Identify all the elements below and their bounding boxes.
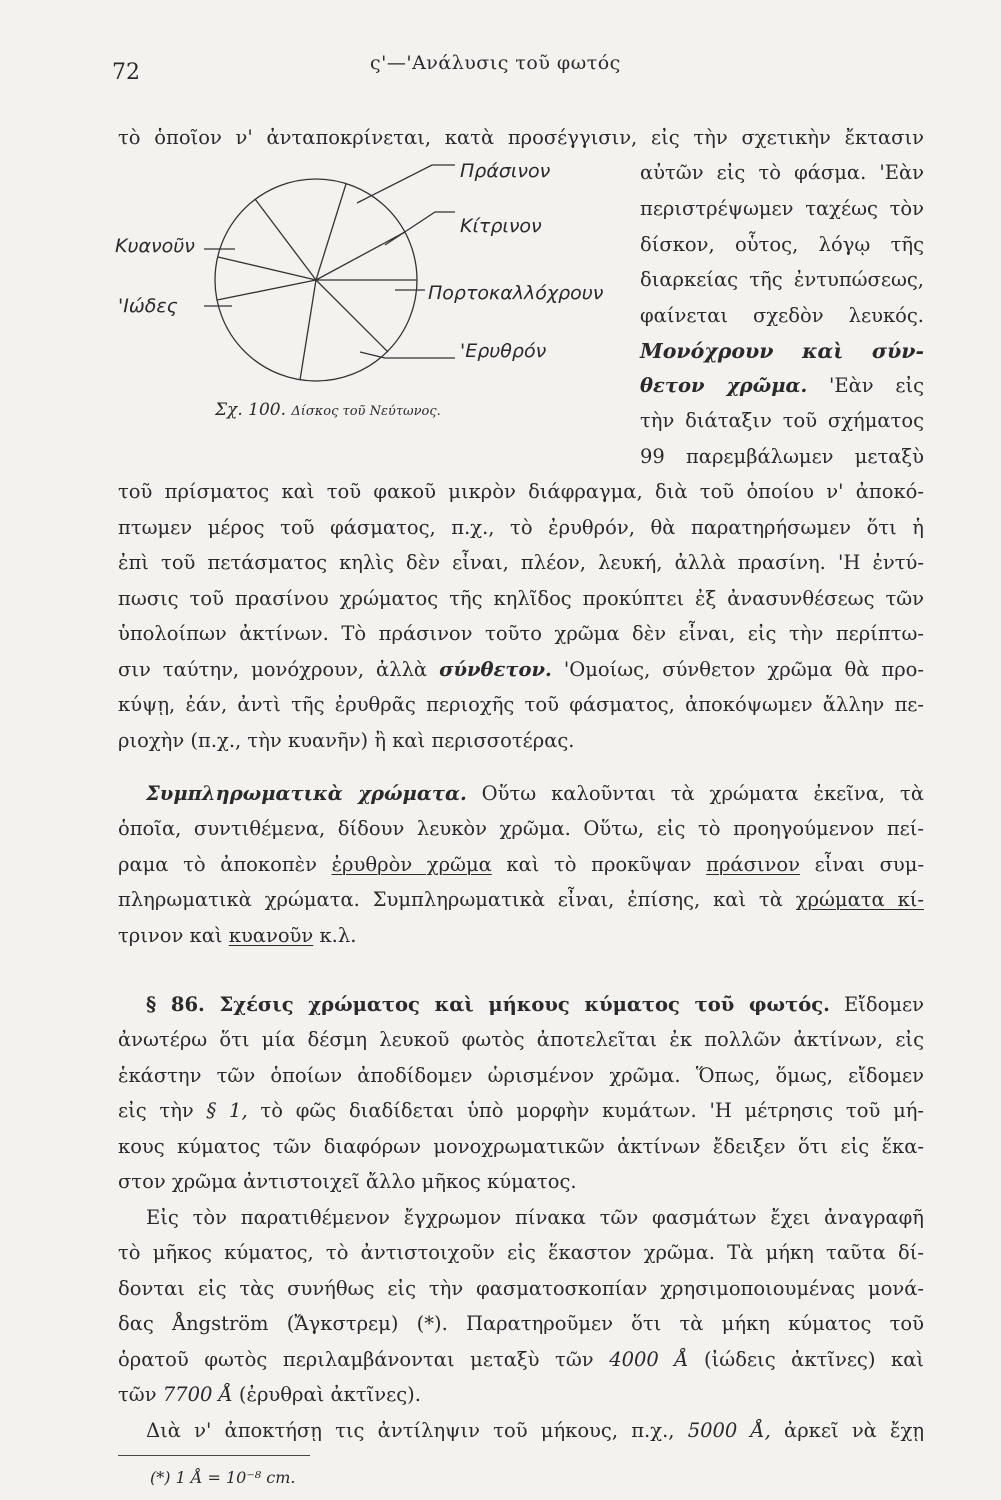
text-span: Οὕτω καλοῦνται τὰ χρώματα ἐκεῖνα, τὰ — [481, 782, 924, 805]
text-span: κ.λ. — [319, 924, 357, 947]
underlined-text: ἐρυθρὸν χρῶμα — [331, 853, 492, 876]
text-span: Διὰ ν' ἀποκτήσῃ τις ἀντίληψιν τοῦ μήκους, π.χ., — [146, 1419, 675, 1442]
text-line: δονται εἰς τὰς συνήθως εἰς τὴν φασματοσκοπίαν χρησιμοποιουμένας μονά- — [118, 1277, 924, 1300]
text-line — [118, 855, 924, 875]
footnote: (*) 1 Å = 10⁻⁸ cm. — [150, 1468, 296, 1487]
wavelength-value: 7700 Å — [162, 1383, 233, 1406]
paragraph-heading: Συμπληρωματικὰ χρώματα. — [146, 782, 467, 805]
leader-prasinon — [357, 165, 455, 203]
text-line — [118, 1101, 924, 1121]
label-kyanoun: Κυανοῦν — [115, 235, 195, 257]
label-prasinon: Πράσινον — [460, 160, 551, 182]
figure-caption-label: Σχ. 100. — [215, 400, 286, 420]
underlined-text: χρώματα κί- — [795, 888, 924, 911]
text-line — [146, 1421, 924, 1441]
text-line: ἑκάστην τῶν ὁποίων ἀποδίδομεν ὡρισμένον χρῶμα. Ὅπως, ὅμως, εἴδομεν — [118, 1064, 924, 1087]
text-line: περιστρέψωμεν ταχέως τὸν — [640, 197, 924, 220]
text-span: ὁρατοῦ φωτὸς περιλαμβάνονται μεταξὺ τῶν — [118, 1348, 594, 1371]
text-line — [118, 926, 356, 946]
section-reference: § 1, — [206, 1099, 248, 1122]
text-line: τοῦ πρίσματος καὶ τοῦ φακοῦ μικρὸν διάφραγμα, διὰ τοῦ ὁποίου ν' ἀποκό- — [118, 480, 924, 503]
text-span: εἰς τὴν — [118, 1099, 194, 1122]
underlined-text: πράσινον — [706, 853, 800, 876]
text-line: στον χρῶμα ἀντιστοιχεῖ ἄλλο μῆκος κύματος. — [118, 1170, 577, 1193]
leader-erythron — [360, 352, 455, 358]
text-line: πτωμεν μέρος τοῦ φάσματος, π.χ., τὸ ἐρυθρόν, θὰ παρατηρήσωμεν ὅτι ἡ — [118, 516, 924, 539]
text-line: τὴν διάταξιν τοῦ σχήματος — [640, 409, 924, 432]
text-line: αὐτῶν εἰς τὸ φάσμα. 'Εὰν — [640, 161, 924, 184]
label-iodes: 'Ιώδες — [118, 295, 178, 317]
text-line — [118, 890, 924, 910]
text-span: (ἰώδεις ἀκτῖνες) καὶ — [704, 1348, 925, 1371]
text-line — [118, 660, 924, 680]
paragraph-heading: θετον χρῶμα. — [640, 374, 808, 397]
text-span: (ἐρυθραὶ ἀκτῖνες). — [238, 1383, 421, 1406]
text-span: ραμα τὸ ἀποκοπὲν — [118, 853, 317, 876]
section-heading: § 86. Σχέσις χρώματος καὶ μήκους κύματος τοῦ φωτός. — [146, 993, 830, 1016]
text-line: τὸ μῆκος κύματος, τὸ ἀντιστοιχοῦν εἰς ἕκαστον χρῶμα. Τὰ μήκη ταῦτα δί- — [118, 1241, 924, 1264]
text-span: σιν ταύτην, μονόχρουν, ἀλλὰ — [118, 658, 428, 681]
label-kitrinon: Κίτρινον — [460, 215, 542, 237]
text-span: τὸ φῶς διαδίδεται ὑπὸ μορφὴν κυμάτων. 'Η μέτρησις τοῦ μή- — [260, 1099, 925, 1122]
paragraph-heading: Μονόχρουν καὶ σύν- — [640, 339, 924, 363]
page-number: 72 — [112, 60, 140, 85]
section-heading-line — [146, 995, 924, 1015]
running-title: ς'—'Ανάλυσις τοῦ φωτός — [370, 52, 621, 74]
text-line: κύψῃ, ἐάν, ἀντὶ τῆς ἐρυθρᾶς περιοχῆς τοῦ φάσματος, ἀποκόψωμεν ἄλλην πε- — [118, 693, 924, 716]
text-span: 'Εὰν εἰς — [829, 374, 925, 397]
text-line: τὸ ὁποῖον ν' ἀνταποκρίνεται, κατὰ προσέγγισιν, εἰς τὴν σχετικὴν ἔκτασιν — [118, 126, 924, 149]
text-line: φαίνεται σχεδὸν λευκός. — [640, 304, 924, 327]
figure-caption — [215, 400, 441, 420]
text-line: ὁποῖα, συντιθέμενα, δίδουν λευκὸν χρῶμα. Οὕτω, εἰς τὸ προηγούμενον πεί- — [118, 817, 924, 840]
text-line: ὑπολοίπων ἀκτίνων. Τὸ πράσινον τοῦτο χρῶμα δὲν εἶναι, εἰς τὴν περίπτω- — [118, 622, 924, 645]
text-line: δας Ångström (Ἄγκστρεμ) (*). Παρατηροῦμεν ὅτι τὰ μήκη κύματος τοῦ — [118, 1312, 924, 1335]
text-line: διαρκείας τῆς ἐντυπώσεως, — [640, 268, 924, 291]
text-span: εἶναι συμ- — [814, 853, 925, 876]
label-erythron: 'Ερυθρόν — [460, 340, 547, 362]
text-line — [640, 376, 924, 396]
wavelength-value: 4000 Å — [609, 1348, 689, 1371]
text-line — [118, 1350, 924, 1370]
text-span: τρινον καὶ — [118, 924, 223, 947]
footnote-rule — [118, 1455, 310, 1456]
text-line: Εἰς τὸν παρατιθέμενον ἔγχρωμον πίνακα τῶν φασμάτων ἔχει ἀναγραφῆ — [146, 1206, 924, 1229]
disk-sector-line — [217, 280, 316, 300]
text-line: ριοχὴν (π.χ., τὴν κυανῆν) ἢ καὶ περισσοτέρας. — [118, 729, 575, 752]
wavelength-value: 5000 Å, — [687, 1419, 771, 1442]
text-line: δίσκον, οὗτος, λόγῳ τῆς — [640, 233, 924, 256]
text-line: ἀνωτέρω ὅτι μία δέσμη λευκοῦ φωτὸς ἀποτελεῖται ἐκ πολλῶν ἀκτίνων, εἰς — [118, 1028, 924, 1051]
text-span: τῶν — [118, 1383, 157, 1406]
text-span: ἀρκεῖ νὰ ἔχῃ — [784, 1419, 925, 1442]
underlined-text: κυανοῦν — [228, 924, 314, 947]
text-line: πωσις τοῦ πρασίνου χρώματος τῆς κηλῖδος προκύπτει ἐξ ἀνασυνθέσεως τῶν — [118, 587, 924, 610]
text-span: καὶ τὸ προκῦψαν — [506, 853, 692, 876]
text-line — [118, 1385, 421, 1405]
text-span: 'Ομοίως, σύνθετον χρῶμα θὰ προ- — [563, 658, 924, 681]
label-portokallochroun: Πορτοκαλλόχρουν — [428, 282, 604, 304]
text-line: ἐπὶ τοῦ πετάσματος κηλὶς δὲν εἶναι, πλέον, λευκή, ἀλλὰ πρασίνη. 'Η ἐντύ- — [118, 551, 924, 574]
figure-caption-text: Δίσκος τοῦ Νεύτωνος. — [291, 404, 441, 419]
disk-sector-line — [316, 280, 388, 352]
disk-sector-line — [300, 280, 316, 380]
text-span: Εἴδομεν — [844, 993, 925, 1016]
text-span: πληρωματικὰ χρώματα. Συμπληρωματικὰ εἶναι, ἐπίσης, καὶ τὰ — [118, 888, 783, 911]
text-line: κους κύματος τῶν διαφόρων μονοχρωματικῶν ἀκτίνων ἔδειξεν ὅτι εἰς ἕκα- — [118, 1135, 924, 1158]
text-line: 99 παρεμβάλωμεν μεταξὺ — [640, 445, 924, 468]
emphasis: σύνθετον. — [439, 658, 552, 681]
text-line — [146, 784, 924, 804]
